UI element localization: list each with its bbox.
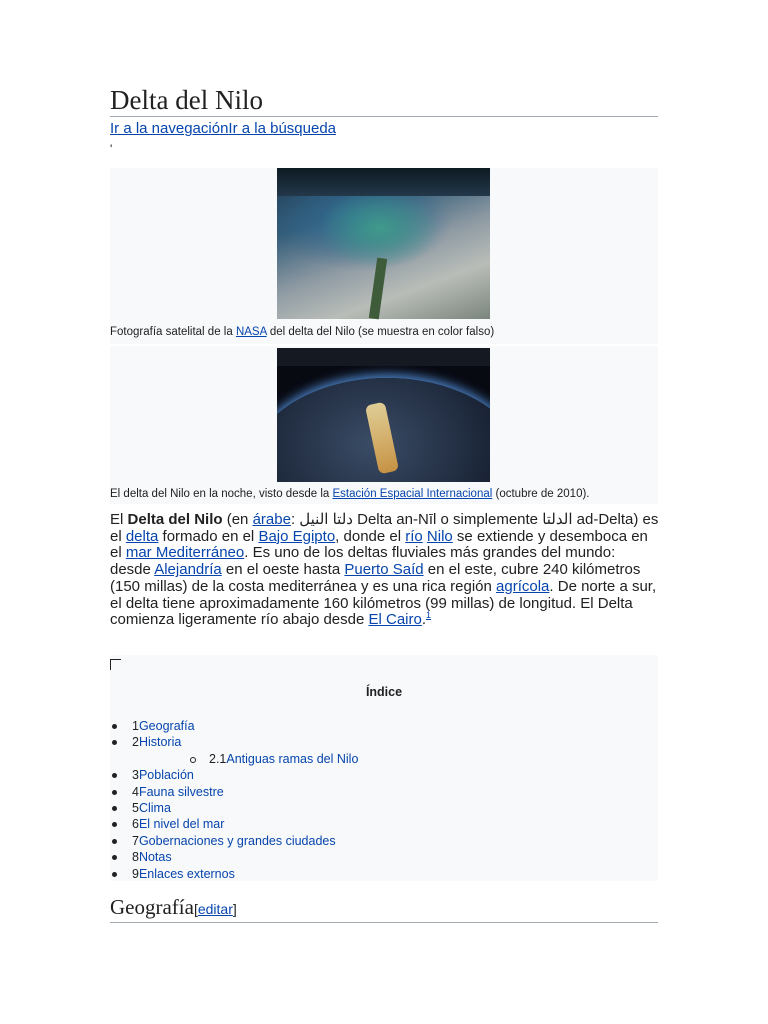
toc-item[interactable]: [132, 866, 358, 882]
toc-list: [132, 718, 358, 882]
toc-item[interactable]: [132, 734, 358, 750]
edit-section: [194, 901, 237, 917]
satellite-image[interactable]: [277, 168, 490, 319]
toc-item[interactable]: [132, 784, 358, 800]
text: . De norte a sur, el delta tiene aproximadamente 160 kilómetros (99 millas) de longitud. El Delta comienza ligeramente río abajo desde: [110, 577, 657, 629]
section-heading-geografia: [110, 894, 658, 923]
bold-term: Delta del Nilo: [127, 511, 223, 528]
figure-caption: [110, 325, 494, 339]
toc-link-antiguas-ramas[interactable]: Antiguas ramas del Nilo: [226, 751, 359, 766]
jump-links: [110, 120, 336, 137]
text: en el este, cubre 240 kilómetros (150 millas) de la costa mediterránea y es una rica región: [110, 561, 641, 595]
section-title: Geografía: [110, 895, 194, 919]
toc-number: 6: [132, 817, 139, 832]
alejandria-link[interactable]: Alejandría: [154, 561, 222, 579]
toc-number: 9: [132, 866, 139, 881]
toc-link-enlaces-externos[interactable]: Enlaces externos: [138, 866, 235, 881]
window-frame: [277, 348, 490, 366]
reference-link[interactable]: 1: [426, 610, 432, 621]
toc-item[interactable]: [132, 800, 358, 816]
rio-link[interactable]: río: [405, 527, 423, 545]
bullet-icon: [112, 872, 117, 877]
toc-number: 4: [132, 784, 139, 799]
jump-to-search-link[interactable]: Ir a la búsqueda: [228, 120, 336, 137]
bajo-egipto-link[interactable]: Bajo Egipto: [258, 527, 336, 545]
table-of-contents: [110, 655, 658, 881]
caption-text: del delta del Nilo (se muestra en color falso): [266, 326, 495, 338]
toc-link-fauna[interactable]: Fauna silvestre: [138, 784, 224, 799]
page-title: Delta del Nilo: [110, 84, 658, 117]
bullet-icon: [112, 822, 117, 827]
bullet-icon: [112, 773, 117, 778]
iss-link[interactable]: Estación Espacial Internacional: [332, 488, 493, 500]
text: : دلتا النيل Delta an-Nīl o simplemente الدلتا ad-Delta) es el: [110, 511, 659, 545]
toc-item[interactable]: [132, 816, 358, 832]
toc-toggle-checkbox[interactable]: [110, 659, 121, 670]
text: formado en el: [158, 527, 259, 545]
bracket: [: [193, 901, 198, 917]
puerto-said-link[interactable]: Puerto Saíd: [344, 561, 424, 579]
toc-item[interactable]: [132, 849, 358, 865]
toc-number: 5: [132, 801, 139, 816]
stray-mark: ': [110, 142, 113, 156]
toc-title: Índice: [365, 685, 403, 699]
bullet-icon: [112, 839, 117, 844]
mar-mediterraneo-link[interactable]: mar Mediterráneo: [125, 544, 245, 562]
text: El: [110, 511, 128, 528]
arabe-link[interactable]: árabe: [252, 511, 291, 528]
circle-bullet-icon: [190, 757, 196, 763]
toc-link-gobernaciones[interactable]: Gobernaciones y grandes ciudades: [138, 833, 336, 848]
text: .: [421, 611, 427, 629]
el-cairo-link[interactable]: El Cairo: [368, 611, 422, 629]
toc-subitem[interactable]: [132, 751, 358, 767]
agricola-link[interactable]: agrícola: [496, 577, 550, 595]
night-image[interactable]: [277, 348, 490, 482]
bullet-icon: [112, 855, 117, 860]
toc-link-notas[interactable]: Notas: [138, 850, 172, 865]
toc-number: 1: [132, 719, 139, 733]
edit-link[interactable]: editar: [197, 901, 233, 917]
bullet-icon: [112, 724, 117, 729]
caption-text: El delta del Nilo en la noche, visto desde la: [110, 488, 333, 500]
toc-link-poblacion[interactable]: Población: [138, 768, 194, 783]
nilo-link[interactable]: Nilo: [426, 527, 453, 545]
toc-item[interactable]: [132, 833, 358, 849]
toc-link-geografia[interactable]: Geografía: [138, 719, 195, 733]
nile-river: [369, 258, 387, 320]
toc-link-nivel-del-mar[interactable]: El nivel del mar: [138, 817, 225, 832]
toc-number: 2.1: [209, 751, 227, 766]
delta-link[interactable]: delta: [125, 527, 159, 545]
text: se extiende y desemboca en el: [110, 527, 648, 562]
night-figure: [110, 346, 658, 504]
toc-item[interactable]: [132, 718, 358, 734]
figure-caption: [110, 487, 589, 501]
bullet-icon: [112, 806, 117, 811]
text: (en: [222, 511, 253, 528]
toc-number: 7: [132, 833, 139, 848]
bracket: ]: [232, 901, 237, 917]
toc-link-historia[interactable]: Historia: [138, 735, 182, 750]
toc-item[interactable]: [132, 767, 358, 783]
nasa-link[interactable]: NASA: [235, 326, 267, 338]
text: , donde el: [335, 527, 406, 545]
toc-number: 3: [132, 768, 139, 783]
toc-number: 2: [132, 735, 139, 750]
caption-text: Fotografía satelital de la: [110, 326, 236, 338]
jump-to-navigation-link[interactable]: Ir a la navegación: [110, 120, 229, 137]
satellite-figure: [110, 168, 658, 344]
lead-paragraph: [110, 512, 660, 629]
toc-number: 8: [132, 850, 139, 865]
bullet-icon: [112, 740, 117, 745]
caption-text: (octubre de 2010).: [492, 488, 590, 500]
text: . Es uno de los deltas fluviales más grandes del mundo: desde: [110, 544, 616, 579]
toc-link-clima[interactable]: Clima: [138, 801, 171, 816]
bullet-icon: [112, 790, 117, 795]
sea-area: [277, 168, 490, 196]
text: en el oeste hasta: [221, 561, 345, 579]
